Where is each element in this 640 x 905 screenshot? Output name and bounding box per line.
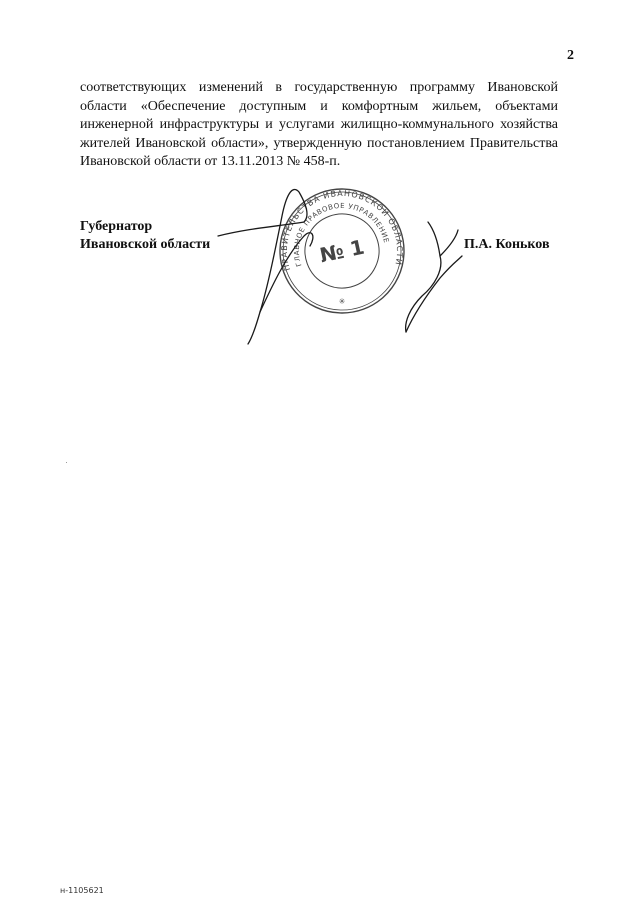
seal-inner-text: ГЛАВНОЕ ПРАВОВОЕ УПРАВЛЕНИЕ	[292, 201, 391, 268]
signer-title	[80, 218, 210, 254]
signer-name: П.А. Коньков	[464, 237, 550, 252]
seal-outer-text: ПРАВИТЕЛЬСТВА ИВАНОВСКОЙ ОБЛАСТИ	[279, 188, 405, 272]
seal-star: ✳	[338, 297, 346, 306]
signer-title-line-2: Ивановской области	[80, 237, 211, 252]
footer-code: н-1105621	[60, 886, 104, 895]
body-paragraph: соответствующих изменений в государственную программу Ивановской области «Обеспечение доступным и комфортным жильем, объектами инженерной инфраструктуры и услугами жилищно-коммунального хозяйства жителей Ивановской области», утвержденную постановлением Правительства Ивановской области от 13.11.2013 № 458-п.	[80, 80, 558, 169]
page-number: 2	[567, 48, 574, 63]
seal-center-number: № 1	[317, 234, 367, 268]
scan-speck	[66, 462, 67, 463]
signer-title-line-1: Губернатор	[80, 219, 153, 234]
handwritten-signature	[200, 186, 480, 346]
